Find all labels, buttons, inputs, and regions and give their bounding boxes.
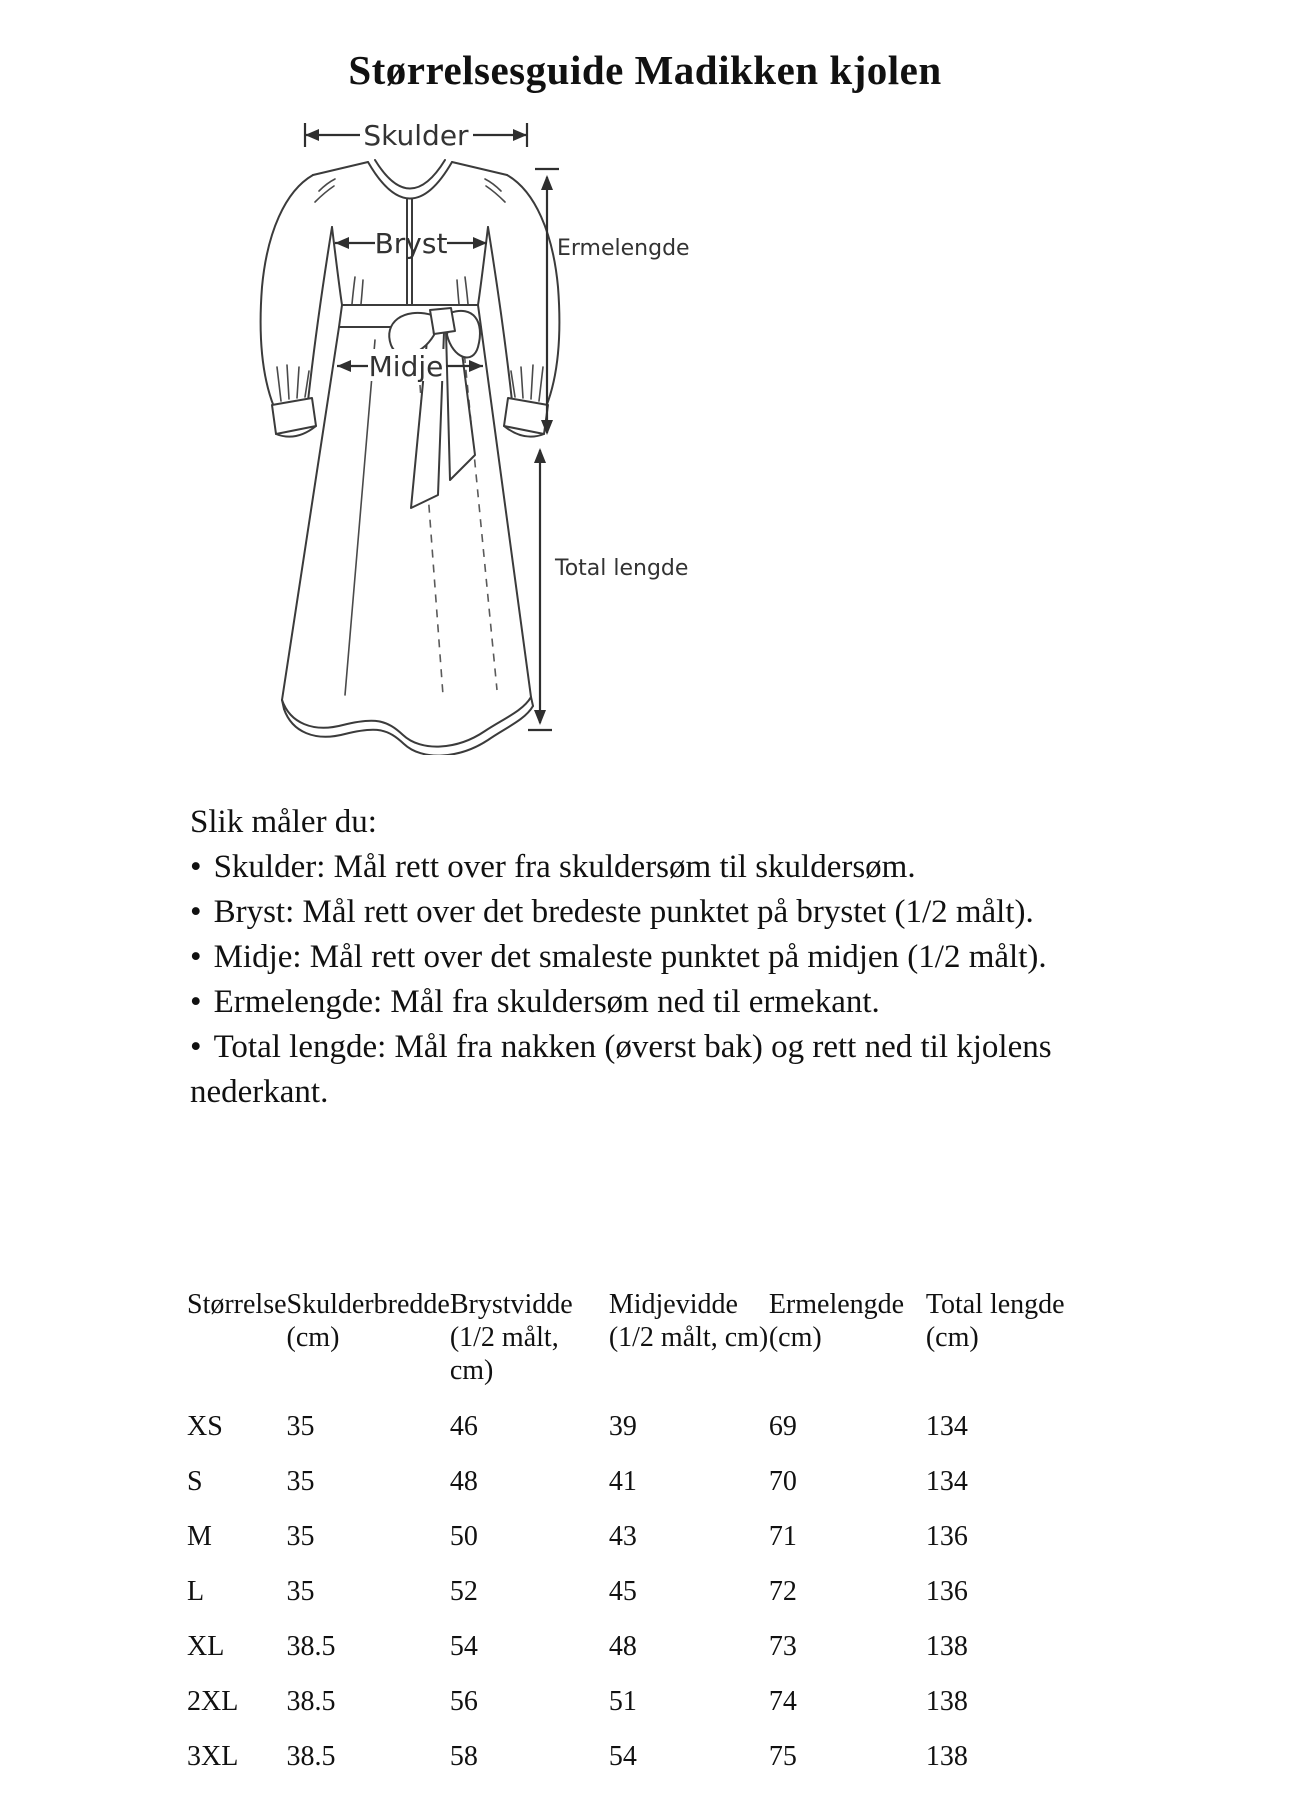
instruction-text: Ermelengde: Mål fra skuldersøm ned til ermekant. bbox=[213, 984, 880, 1020]
table-cell: 43 bbox=[608, 1521, 637, 1552]
bullet-glyph: • bbox=[190, 1029, 202, 1065]
instruction-item-ermelengde bbox=[190, 980, 1125, 1025]
table-cell: 136 bbox=[925, 1521, 968, 1552]
right-sleeve bbox=[485, 175, 559, 437]
table-cell: 38.5 bbox=[286, 1631, 336, 1662]
table-cell: 54 bbox=[608, 1741, 637, 1772]
bryst-label: Bryst bbox=[374, 227, 448, 260]
instruction-item-skulder bbox=[190, 845, 1125, 890]
table-row bbox=[187, 1442, 1101, 1497]
column-header: Ermelengde (cm) bbox=[768, 1289, 905, 1353]
table-cell: L bbox=[187, 1576, 205, 1607]
table-cell: 138 bbox=[925, 1686, 968, 1717]
table-row bbox=[187, 1607, 1101, 1662]
table-cell: 71 bbox=[768, 1521, 797, 1552]
instruction-item-midje bbox=[190, 935, 1125, 980]
table-cell: 72 bbox=[768, 1576, 797, 1607]
table-cell: 2XL bbox=[187, 1686, 239, 1717]
table-cell: 39 bbox=[608, 1411, 637, 1442]
instruction-text: Bryst: Mål rett over det bredeste punktet på brystet (1/2 målt). bbox=[213, 894, 1034, 930]
column-header: Størrelse bbox=[187, 1289, 287, 1320]
table-header-row bbox=[187, 1288, 1101, 1387]
table-cell: 138 bbox=[925, 1631, 968, 1662]
table-cell: 3XL bbox=[187, 1741, 239, 1772]
table-cell: 38.5 bbox=[286, 1741, 336, 1772]
table-row bbox=[187, 1552, 1101, 1607]
dress-illustration bbox=[235, 105, 695, 755]
table-cell: 134 bbox=[925, 1411, 968, 1442]
ermelengde-label: Ermelengde bbox=[557, 236, 690, 261]
column-header: Midjevidde (1/2 målt, cm) bbox=[608, 1289, 769, 1353]
table-cell: 50 bbox=[449, 1521, 478, 1552]
dress-measurement-diagram bbox=[235, 105, 695, 755]
instruction-text: Total lengde: Mål fra nakken (øverst bak) og rett ned til kjolens nederkant. bbox=[190, 1029, 1052, 1110]
table-body bbox=[187, 1387, 1101, 1772]
column-header: Skulderbredde (cm) bbox=[286, 1289, 450, 1353]
table-cell: 46 bbox=[449, 1411, 478, 1442]
table-cell: 70 bbox=[768, 1466, 797, 1497]
table-cell: XS bbox=[187, 1411, 223, 1442]
table-row bbox=[187, 1497, 1101, 1552]
instruction-text: Midje: Mål rett over det smaleste punktet på midjen (1/2 målt). bbox=[213, 939, 1047, 975]
table-cell: 35 bbox=[286, 1466, 315, 1497]
table-cell: 74 bbox=[768, 1686, 797, 1717]
table-cell: 54 bbox=[449, 1631, 478, 1662]
table-cell: 134 bbox=[925, 1466, 968, 1497]
table-cell: 51 bbox=[608, 1686, 637, 1717]
table-cell: 136 bbox=[925, 1576, 968, 1607]
table-cell: 45 bbox=[608, 1576, 637, 1607]
table-cell: 58 bbox=[449, 1741, 478, 1772]
table-row bbox=[187, 1387, 1101, 1442]
table-row bbox=[187, 1662, 1101, 1717]
column-header: Total lengde (cm) bbox=[925, 1289, 1065, 1353]
table-cell: 56 bbox=[449, 1686, 478, 1717]
skulder-arrow bbox=[305, 119, 527, 152]
table-cell: XL bbox=[187, 1631, 225, 1662]
skulder-label: Skulder bbox=[363, 119, 469, 152]
instruction-item-bryst bbox=[190, 890, 1125, 935]
midje-label: Midje bbox=[368, 350, 444, 383]
bullet-glyph: • bbox=[190, 849, 202, 885]
table-cell: 48 bbox=[608, 1631, 637, 1662]
table-cell: 35 bbox=[286, 1576, 315, 1607]
table-cell: 35 bbox=[286, 1411, 315, 1442]
table-cell: S bbox=[187, 1466, 203, 1497]
table-cell: 69 bbox=[768, 1411, 797, 1442]
bullet-glyph: • bbox=[190, 984, 202, 1020]
page-title: Størrelsesguide Madikken kjolen bbox=[348, 47, 942, 93]
table-cell: 138 bbox=[925, 1741, 968, 1772]
instruction-item-total-lengde bbox=[190, 1025, 1125, 1115]
table-cell: 48 bbox=[449, 1466, 478, 1497]
left-sleeve bbox=[261, 175, 335, 437]
table-cell: 38.5 bbox=[286, 1686, 336, 1717]
total-lengde-label: Total lengde bbox=[555, 556, 689, 581]
table-cell: M bbox=[187, 1521, 212, 1552]
instructions-heading: Slik måler du: bbox=[190, 804, 377, 840]
size-table bbox=[187, 1288, 1101, 1772]
instruction-text: Skulder: Mål rett over fra skuldersøm til skuldersøm. bbox=[213, 849, 916, 885]
measuring-instructions bbox=[190, 800, 1125, 1115]
column-header: Brystvidde (1/2 målt, cm) bbox=[449, 1289, 573, 1386]
table-cell: 52 bbox=[449, 1576, 478, 1607]
skirt-outline bbox=[282, 327, 533, 755]
table-cell: 73 bbox=[768, 1631, 797, 1662]
table-cell: 75 bbox=[768, 1741, 797, 1772]
table-cell: 35 bbox=[286, 1521, 315, 1552]
table-cell: 41 bbox=[608, 1466, 637, 1497]
bryst-arrow bbox=[335, 227, 487, 260]
bullet-glyph: • bbox=[190, 939, 202, 975]
total-lengde-arrow bbox=[528, 448, 688, 730]
bullet-glyph: • bbox=[190, 894, 202, 930]
table-row bbox=[187, 1717, 1101, 1772]
